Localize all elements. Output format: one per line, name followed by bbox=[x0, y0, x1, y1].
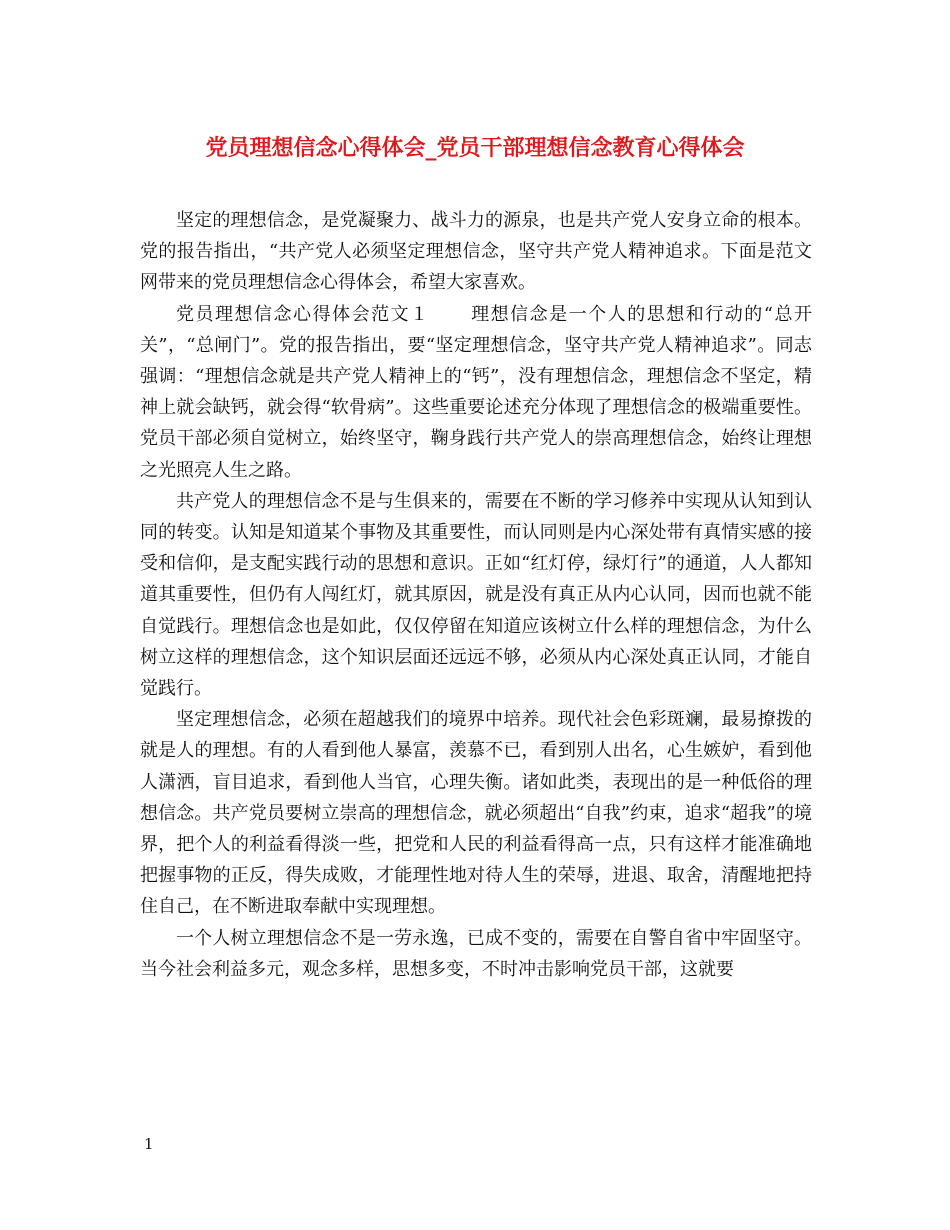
paragraph-realm: 坚定理想信念，必须在超越我们的境界中培养。现代社会色彩斑斓，最易撩拨的就是人的理想。有的人看到他人暴富，羡慕不已，看到别人出名，心生嫉妒，看到他人潇洒，盲目追求，看到他人当官，心理失衡。诸如此类，表现出的是一种低俗的理想信念。共产党员要树立崇高的理想信念，就必须超出“自我”约束，追求“超我”的境界，把个人的利益看得淡一些，把党和人民的利益看得高一点，只有这样才能准确地把握事物的正反，得失成败，才能理性地对待人生的荣辱，进退、取舍，清醒地把持住自己，在不断进取奉献中实现理想。 bbox=[140, 709, 812, 918]
paragraph-section-1 bbox=[140, 299, 812, 486]
document-title: 党员理想信念心得体会_党员干部理想信念教育心得体会 bbox=[205, 135, 745, 161]
document-body bbox=[140, 205, 812, 985]
section-heading: 党员理想信念心得体会范文１ bbox=[176, 303, 430, 325]
paragraph-self-reflection: 一个人树立理想信念不是一劳永逸，已成不变的，需要在自警自省中牢固坚守。当今社会利益多元，观念多样，思想多变，不时冲击影响党员干部，这就要 bbox=[140, 927, 812, 980]
paragraph-intro: 坚定的理想信念，是党凝聚力、战斗力的源泉，也是共产党人安身立命的根本。党的报告指出，“共产党人必须坚定理想信念，坚守共产党人精神追求。下面是范文网带来的党员理想信念心得体会，希望大家喜欢。 bbox=[140, 210, 812, 294]
paragraph-recognition: 共产党人的理想信念不是与生俱来的，需要在不断的学习修养中实现从认知到认同的转变。认知是知道某个事物及其重要性，而认同则是内心深处带有真情实感的接受和信仰，是支配实践行动的思想和意识。正如“红灯停，绿灯行”的通道，人人都知道其重要性，但仍有人闯红灯，就其原因，就是没有真正从内心认同，因而也就不能自觉践行。理想信念也是如此，仅仅停留在知道应该树立什么样的理想信念，为什么树立这样的理想信念，这个知识层面还远远不够，必须从内心深处真正认同，才能自觉践行。 bbox=[140, 490, 812, 700]
page-number: 1 bbox=[144, 1135, 154, 1153]
section-1-text: 理想信念是一个人的思想和行动的“总开关”，“总闸门”。党的报告指出，要“坚定理想信念，坚守共产党人精神追求”。同志强调：“理想信念就是共产党人精神上的“钙”，没有理想信念，理想信念不坚定，精神上就会缺钙，就会得“软骨病”。这些重要论述充分体现了理想信念的极端重要性。党员干部必须自觉树立，始终坚守，鞠身践行共产党人的崇高理想信念，始终让理想之光照亮人生之路。 bbox=[140, 303, 812, 481]
